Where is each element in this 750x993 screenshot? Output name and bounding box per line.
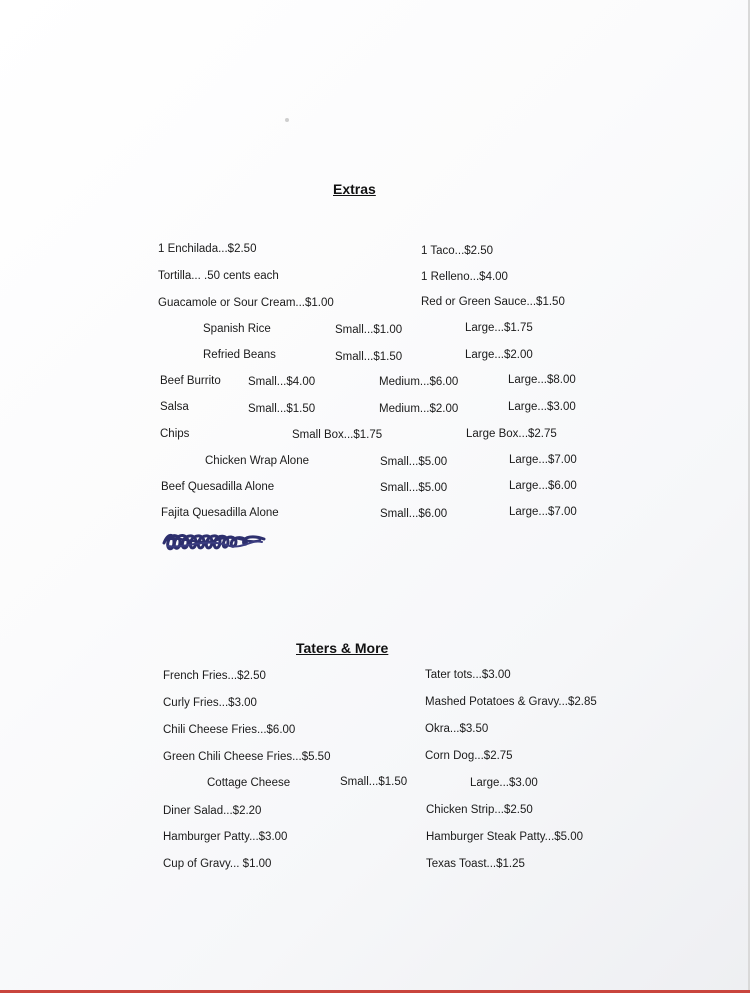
chicken-wrap-small: Small...$5.00 — [380, 456, 448, 468]
relleno-item: 1 Relleno...$4.00 — [421, 271, 508, 283]
refried-beans-small: Small...$1.50 — [335, 351, 403, 363]
beef-burrito-large: Large...$8.00 — [508, 374, 576, 386]
beef-quesadilla-large: Large...$6.00 — [509, 480, 577, 492]
salsa-small: Small...$1.50 — [248, 403, 316, 415]
chicken-wrap-large: Large...$7.00 — [509, 454, 577, 466]
fajita-quesadilla-small: Small...$6.00 — [380, 508, 448, 520]
spanish-rice-small: Small...$1.00 — [335, 324, 403, 336]
paper-speck — [285, 118, 289, 122]
cottage-cheese-large: Large...$3.00 — [470, 777, 538, 789]
enchilada-item: 1 Enchilada...$2.50 — [158, 243, 257, 255]
chicken-wrap-name: Chicken Wrap Alone — [205, 455, 309, 467]
hamburger-steak-patty-item: Hamburger Steak Patty...$5.00 — [426, 831, 584, 843]
tater-tots-item: Tater tots...$3.00 — [425, 669, 511, 681]
extras-heading: Extras — [333, 181, 376, 197]
sauce-item: Red or Green Sauce...$1.50 — [421, 296, 565, 308]
beef-burrito-name: Beef Burrito — [160, 375, 221, 387]
beef-burrito-medium: Medium...$6.00 — [379, 376, 459, 388]
okra-item: Okra...$3.50 — [425, 723, 489, 735]
tortilla-item: Tortilla... .50 cents each — [158, 270, 279, 282]
mashed-potatoes-item: Mashed Potatoes & Gravy...$2.85 — [425, 696, 597, 708]
beef-burrito-small: Small...$4.00 — [248, 376, 316, 388]
chips-large: Large Box...$2.75 — [466, 428, 557, 440]
spanish-rice-large: Large...$1.75 — [465, 322, 533, 334]
hamburger-patty-item: Hamburger Patty...$3.00 — [163, 831, 288, 843]
taco-item: 1 Taco...$2.50 — [421, 245, 494, 257]
french-fries-item: French Fries...$2.50 — [163, 670, 266, 682]
salsa-large: Large...$3.00 — [508, 401, 576, 413]
chips-small: Small Box...$1.75 — [292, 429, 383, 441]
ink-scribble — [160, 531, 268, 553]
fajita-quesadilla-large: Large...$7.00 — [509, 506, 577, 518]
chicken-strip-item: Chicken Strip...$2.50 — [426, 804, 533, 816]
fajita-quesadilla-name: Fajita Quesadilla Alone — [161, 507, 279, 519]
refried-beans-large: Large...$2.00 — [465, 349, 533, 361]
chili-cheese-fries-item: Chili Cheese Fries...$6.00 — [163, 724, 296, 736]
cottage-cheese-small: Small...$1.50 — [340, 776, 408, 788]
chips-name: Chips — [160, 428, 190, 440]
cup-of-gravy-item: Cup of Gravy... $1.00 — [163, 858, 272, 870]
guacamole-item: Guacamole or Sour Cream...$1.00 — [158, 297, 334, 309]
corn-dog-item: Corn Dog...$2.75 — [425, 750, 513, 762]
curly-fries-item: Curly Fries...$3.00 — [163, 697, 257, 709]
spanish-rice-name: Spanish Rice — [203, 323, 271, 335]
cottage-cheese-name: Cottage Cheese — [207, 777, 291, 789]
texas-toast-item: Texas Toast...$1.25 — [426, 858, 525, 870]
diner-salad-item: Diner Salad...$2.20 — [163, 805, 262, 817]
taters-heading: Taters & More — [296, 640, 389, 656]
salsa-medium: Medium...$2.00 — [379, 403, 459, 415]
salsa-name: Salsa — [160, 401, 189, 413]
refried-beans-name: Refried Beans — [203, 349, 276, 361]
beef-quesadilla-name: Beef Quesadilla Alone — [161, 481, 275, 493]
beef-quesadilla-small: Small...$5.00 — [380, 482, 448, 494]
green-chili-fries-item: Green Chili Cheese Fries...$5.50 — [163, 751, 331, 763]
